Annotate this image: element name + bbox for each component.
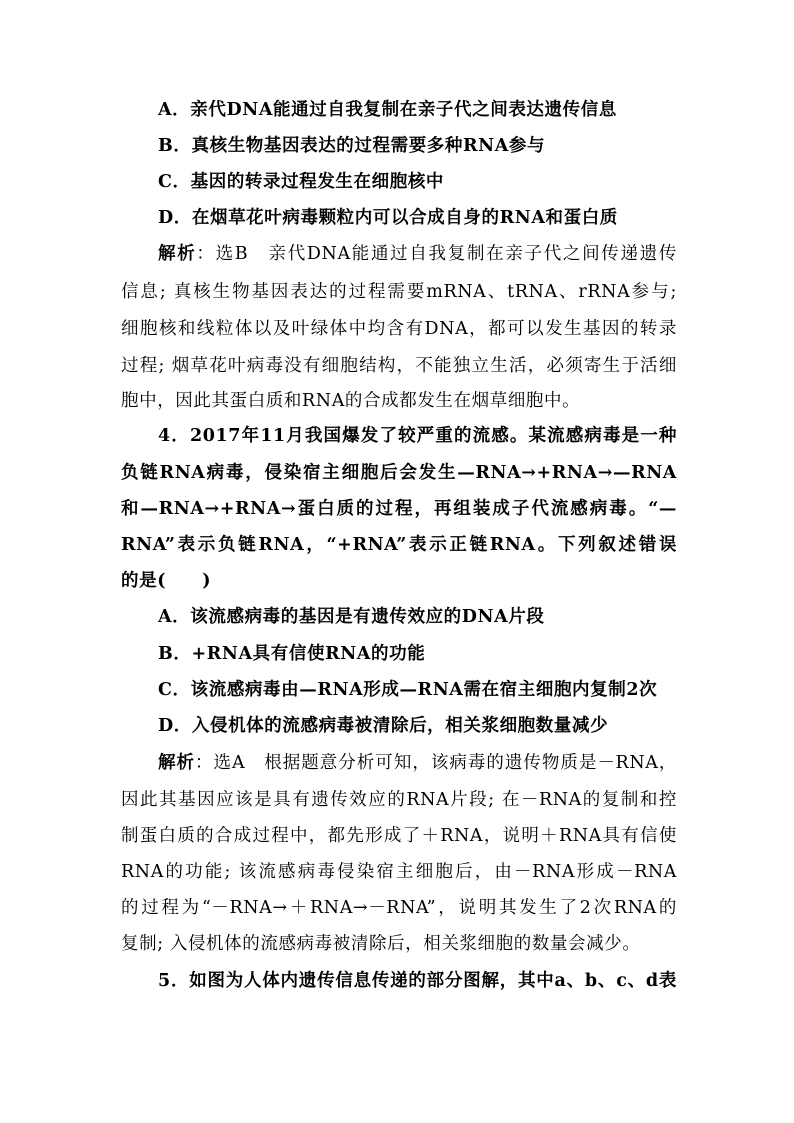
q4-stem-line-5: 的是( ) bbox=[121, 571, 212, 591]
q3-option-d: D．在烟草花叶病毒颗粒内可以合成自身的RNA和蛋白质 bbox=[158, 208, 618, 228]
q4-option-a: A．该流感病毒的基因是有遗传效应的DNA片段 bbox=[158, 607, 545, 627]
q3-analysis-line-1 bbox=[158, 242, 677, 266]
q3-analysis-line-5: 胞中，因此其蛋白质和RNA的合成都发生在烟草细胞中。 bbox=[121, 391, 581, 411]
q3-analysis-line-3: 细胞核和线粒体以及叶绿体中均含有DNA，都可以发生基因的转录 bbox=[121, 319, 677, 339]
q3-analysis-line-2: 信息; 真核生物基因表达的过程需要mRNA、tRNA、rRNA参与; bbox=[121, 282, 677, 302]
analysis-label: 解析 bbox=[158, 244, 197, 264]
q3-option-a: A．亲代DNA能通过自我复制在亲子代之间表达遗传信息 bbox=[158, 100, 617, 120]
q4-analysis-line-5: 的过程为“－RNA→＋RNA→－RNA”，说明其发生了2次RNA的 bbox=[121, 898, 677, 918]
q4-analysis-line-4: RNA的功能; 该流感病毒侵染宿主细胞后，由－RNA形成－RNA bbox=[121, 862, 677, 882]
q5-stem-line-1: 5．如图为人体内遗传信息传递的部分图解，其中a、b、c、d表 bbox=[158, 971, 677, 991]
analysis-text: ：选B 亲代DNA能通过自我复制在亲子代之间传递遗传 bbox=[196, 244, 677, 264]
q4-option-d: D．入侵机体的流感病毒被清除后，相关浆细胞数量减少 bbox=[158, 716, 609, 736]
q4-stem-line-1: 4．2017年11月我国爆发了较严重的流感。某流感病毒是一种 bbox=[158, 426, 677, 446]
q4-analysis-line-2: 因此其基因应该是具有遗传效应的RNA片段; 在－RNA的复制和控 bbox=[121, 790, 677, 810]
q3-analysis-line-4: 过程; 烟草花叶病毒没有细胞结构，不能独立生活，必须寄生于活细 bbox=[121, 356, 677, 376]
q3-option-b: B．真核生物基因表达的过程需要多种RNA参与 bbox=[158, 136, 546, 156]
q3-option-c: C．基因的转录过程发生在细胞核中 bbox=[158, 172, 445, 192]
q4-stem-line-4: RNA”表示负链RNA，“+RNA”表示正链RNA。下列叙述错误 bbox=[121, 535, 677, 555]
q4-stem-line-2: 负链RNA病毒，侵染宿主细胞后会发生—RNA→+RNA→—RNA bbox=[121, 463, 677, 483]
q4-analysis-line-6: 复制; 入侵机体的流感病毒被清除后，相关浆细胞的数量会减少。 bbox=[121, 934, 641, 954]
q4-option-b: B．+RNA具有信使RNA的功能 bbox=[158, 644, 426, 664]
q4-option-c: C．该流感病毒由—RNA形成—RNA需在宿主细胞内复制2次 bbox=[158, 680, 658, 700]
analysis-label: 解析 bbox=[158, 753, 196, 773]
q4-analysis-line-3: 制蛋白质的合成过程中，都先形成了＋RNA，说明＋RNA具有信使 bbox=[121, 826, 677, 846]
analysis-text: ：选A 根据题意分析可知，该病毒的遗传物质是－RNA， bbox=[195, 753, 677, 773]
q4-stem-line-3: 和—RNA→+RNA→蛋白质的过程，再组装成子代流感病毒。“— bbox=[121, 499, 677, 519]
q4-analysis-line-1 bbox=[158, 751, 677, 775]
